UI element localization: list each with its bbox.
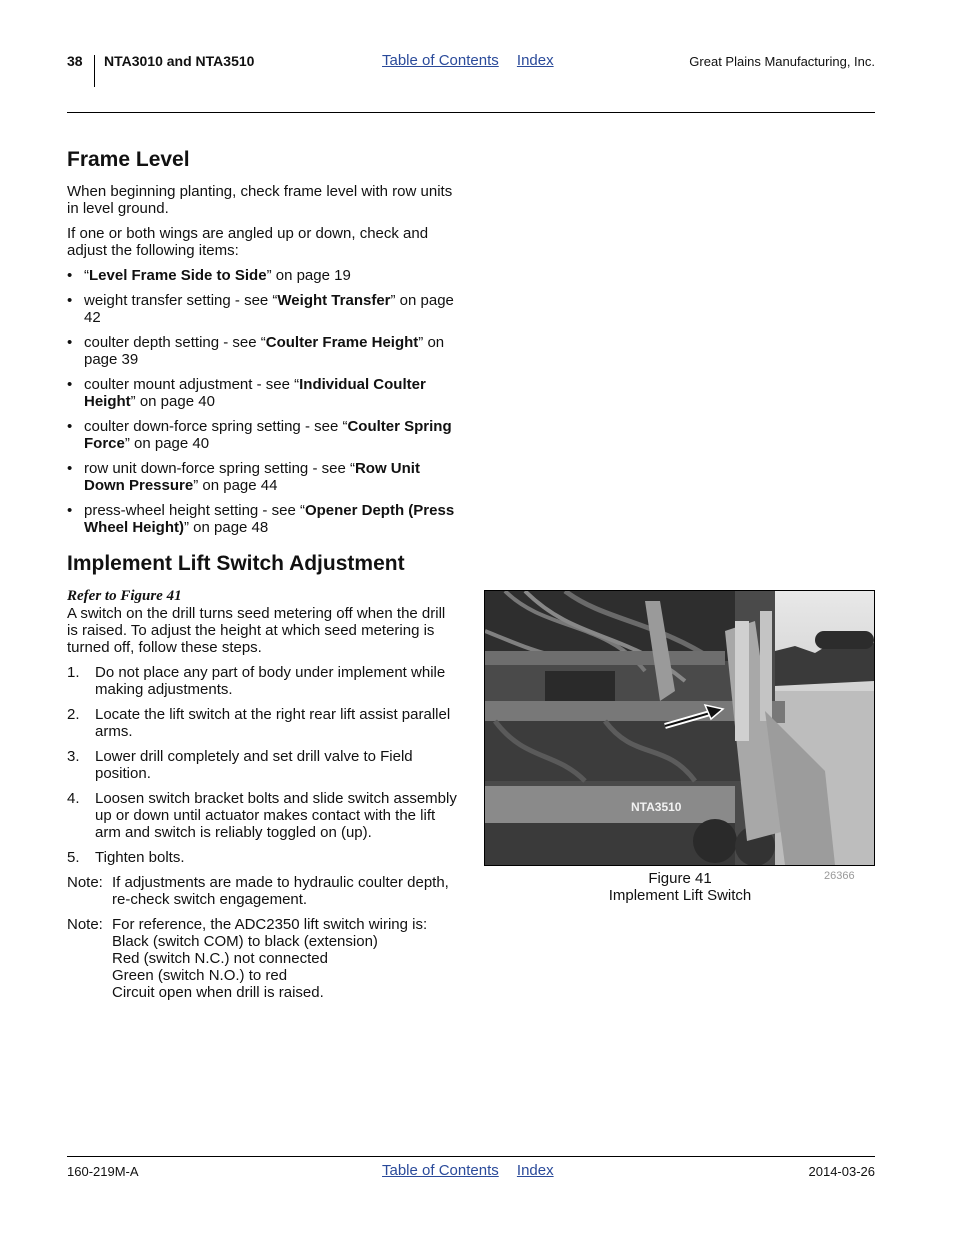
lift-switch-section [67, 552, 459, 1001]
figure-id: 26366 [824, 870, 855, 882]
list-item: • weight transfer setting - see “Weight Transfer” on page 42 [67, 292, 459, 326]
note: Note: If adjustments are made to hydraulic coulter depth, re-check switch engagement. [67, 874, 449, 908]
doc-date: 2014-03-26 [808, 1164, 875, 1179]
page-number: 38 [67, 53, 83, 69]
paragraph: If one or both wings are angled up or down, check and adjust the following items: [67, 225, 429, 259]
figure-caption [590, 870, 770, 904]
footer-nav [382, 1162, 568, 1179]
figure-reference: Refer to Figure 41 [67, 588, 182, 604]
step-item: 5. Tighten bolts. [67, 849, 185, 866]
header-divider [94, 55, 95, 87]
list-item: • coulter depth setting - see “Coulter Frame Height” on page 39 [67, 334, 459, 368]
decal-text: NTA3510 [631, 800, 682, 814]
note: Note: For reference, the ADC2350 lift switch wiring is: Black (switch COM) to black (extension) Red (switch N.C.) not connected Green (switch N.O.) to red Circuit open when drill is raised. [67, 916, 428, 1001]
step-item: 4. Loosen switch bracket bolts and slide switch assembly up or down until actuator makes contact with the lift arm and switch is reliably toggled on (up). [67, 790, 457, 841]
index-link[interactable]: Index [516, 1162, 554, 1179]
toc-link[interactable]: Table of Contents [382, 52, 499, 69]
doc-number: 160-219M-A [67, 1164, 139, 1179]
footer-rule [67, 1156, 875, 1157]
header-nav [382, 52, 568, 69]
index-link[interactable]: Index [516, 52, 554, 69]
list-item: • coulter mount adjustment - see “Individual Coulter Height” on page 40 [67, 376, 459, 410]
figure-title: Implement Lift Switch [608, 887, 752, 904]
toc-link[interactable]: Table of Contents [382, 1162, 499, 1179]
step-item: 1. Do not place any part of body under implement while making adjustments. [67, 664, 446, 698]
figure-photo [484, 590, 875, 866]
list-item: • coulter down-force spring setting - see “Coulter Spring Force” on page 40 [67, 418, 459, 452]
list-item: • row unit down-force spring setting - see “Row Unit Down Pressure” on page 44 [67, 460, 459, 494]
step-item: 2. Locate the lift switch at the right rear lift assist parallel arms. [67, 706, 451, 740]
paragraph: A switch on the drill turns seed metering off when the drill is raised. To adjust the height at which seed metering is turned off, follow these steps. [67, 605, 446, 656]
document-title: NTA3010 and NTA3510 [104, 53, 255, 69]
list-item: • “Level Frame Side to Side” on page 19 [67, 267, 459, 284]
frame-level-section [67, 148, 459, 536]
implement-photo-illustration [485, 591, 874, 865]
company-name: Great Plains Manufacturing, Inc. [689, 54, 875, 69]
figure-number: Figure 41 [648, 870, 712, 887]
list-item: • press-wheel height setting - see “Opener Depth (Press Wheel Height)” on page 48 [67, 502, 459, 536]
header-rule [67, 112, 875, 113]
step-item: 3. Lower drill completely and set drill valve to Field position. [67, 748, 413, 782]
paragraph: When beginning planting, check frame level with row units in level ground. [67, 183, 453, 217]
section-heading: Implement Lift Switch Adjustment [67, 552, 405, 575]
section-heading: Frame Level [67, 148, 190, 171]
